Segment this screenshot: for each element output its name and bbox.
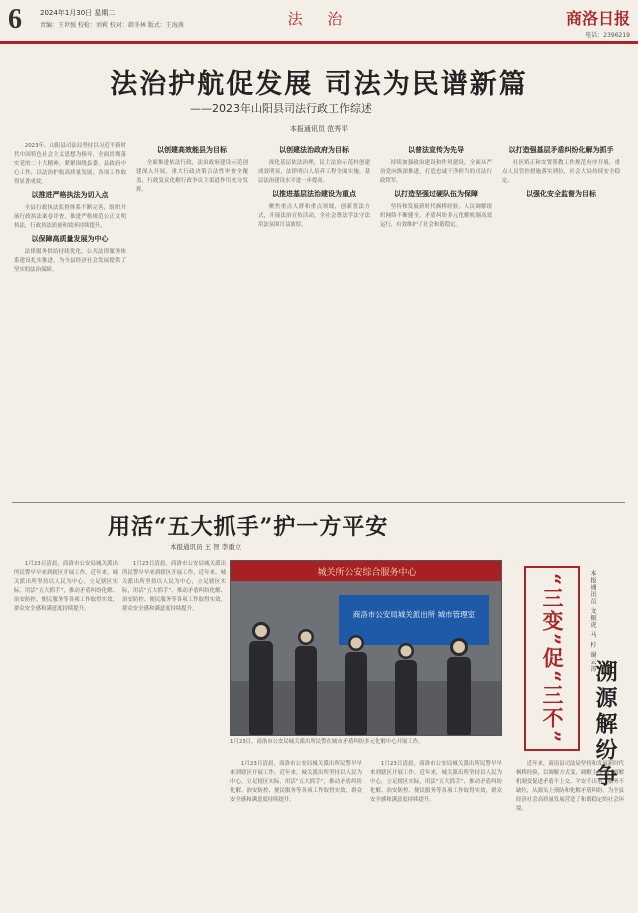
section-heading: 以普法宣传为先导 [408,146,464,154]
section-text: 全县行政执法监督体系不断完善，组织开展行政执法案卷评查，推进严格规范公正文明执法，行政执法质量和效率持续提升。 [14,205,126,229]
banner-text: 城关所公安综合服务中心 [317,568,417,578]
section-heading: 以强化安全监督为目标 [526,190,596,198]
article2-column-4 [370,760,502,905]
section-text: 深化基层依法治理，民主法治示范村创建成效明显，法律明白人培养工程全面实施，基层法治建设水平进一步提高。 [258,160,370,184]
article2-text: 1月23日清晨，商洛市公安局城关派出所民警早早来到辖区开展工作。近年来，城关派出所坚持以人民为中心，立足辖区实际，用活“五大抓手”，推动矛盾纠纷化解、治安防控、便民服务等各项工作取得实效，群众安全感和满意度持续提升。 [14,561,118,612]
article3-column [516,760,624,905]
section-heading: 以创建高效能县为目标 [157,146,227,154]
newspaper-logo: 商洛日报 [565,9,630,28]
masthead [0,0,638,44]
article1-column-2 [136,142,248,497]
article1-headline: 法治护航促发展 司法为民谱新篇 [110,69,528,100]
section-heading: 以推进基层法治建设为重点 [272,190,356,198]
article1-intro: 2023年，山阳县司法局坚持以习近平新时代中国特色社会主义思想为指导，全面贯彻落实党的二十大精神，紧紧围绕县委、县政府中心工作，以法治护航高质量发展，各项工作取得显著成效。 [14,143,126,185]
contact-line: 电话：2396219 [585,32,630,39]
article2-column-3 [230,760,362,905]
police-station-scene [231,561,502,736]
section-text: 法律服务供给持续优化，公共法律服务体系建设扎实推进，为全县经济社会发展提供了坚实的法治保障。 [14,249,126,273]
article1-column-4 [380,142,492,497]
article3-text: 近年来，商南县司法局坚持和发展新时代枫桥经验，以调解方式变、调解主体变、调解机制变促进矛盾不上交、平安不出事、服务不缺位，从源头上预防和化解矛盾纠纷，为全县经济社会高质量发展营造了和谐稳定的社会环境。 [516,761,624,812]
article1-column-1 [14,142,126,497]
section-text: 坚持和发展新时代枫桥经验，人民调解组织网络不断健全，矛盾纠纷多元化解机制高效运行，有效维护了社会和谐稳定。 [380,204,492,228]
article2-text: 1月23日清晨，商洛市公安局城关派出所民警早早来到辖区开展工作。近年来，城关派出所坚持以人民为中心，立足辖区实际，用活“五大抓手”，推动矛盾纠纷化解、治安防控、便民服务等各项工作取得实效，群众安全感和满意度持续提升。 [122,561,226,612]
section-heading: 以保障高质量发展为中心 [31,235,109,243]
section-text: 持续加强政治建设和作风建设，全面从严治党向纵深推进，打造忠诚干净担当的司法行政铁军。 [380,160,492,184]
article2-headline: 用活“五大抓手”护一方平安 [108,514,389,540]
section-text: 聚焦重点人群和重点领域，创新普法方式，开展法治宣传活动，全社会尊法学法守法用法氛围日益浓厚。 [258,204,370,228]
section-text: 全面推进依法行政，法治政府建设示范创建深入开展，重大行政决策合法性审查全覆盖，行政复议化解行政争议主渠道作用充分发挥。 [136,160,248,193]
article2-column-1 [14,560,118,905]
article1-subheadline: ——2023年山阳县司法行政工作综述 [190,102,372,115]
editor-line: 责编：王世强 校检：刘莉 校对：韩冬林 版式：王海燕 [40,22,184,29]
section-heading: 以打造强基层矛盾纠纷化解为抓手 [508,146,614,154]
article2-column-2 [122,560,226,905]
article3-title: “三变”促“三不” [524,566,580,751]
news-photo [230,560,502,736]
article2-text: 1月23日清晨，商洛市公安局城关派出所民警早早来到辖区开展工作。近年来，城关派出所坚持以人民为中心，立足辖区实际，用活“五大抓手”，推动矛盾纠纷化解、治安防控、便民服务等各项工作取得实效，群众安全感和满意度持续提升。 [370,761,502,803]
section-heading: 以推进严格执法为切入点 [31,191,109,199]
article2-text: 1月23日清晨，商洛市公安局城关派出所民警早早来到辖区开展工作。近年来，城关派出所坚持以人民为中心，立足辖区实际，用活“五大抓手”，推动矛盾纠纷化解、治安防控、便民服务等各项工作取得实效，群众安全感和满意度持续提升。 [230,761,362,803]
article1-byline: 本报通讯员 范秀平 [289,125,349,133]
article1-column-5 [502,142,620,497]
article3-byline: 本报通讯员 文振虎 马 柠 谢云涛 [589,570,596,673]
door-sign: 商洛市公安局城关派出所 城市管理室 [352,610,476,619]
section-title: 法 治 [287,10,353,28]
page-number: 6 [8,4,22,35]
divider-line [12,502,625,503]
section-text: 社区矫正和安置帮教工作规范有序开展，重点人员管控措施落实到位，社会大局持续安全稳定。 [502,160,620,184]
section-heading: 以创建法治政府为目标 [279,146,349,154]
issue-date: 2024年1月30日 星期二 [40,9,116,17]
article1-column-3 [258,142,370,497]
article2-byline: 本报通讯员 王 智 李重立 [170,543,242,551]
photo-caption: 1月23日，商洛市公安局城关派出所民警在城市矛盾纠纷多元化解中心开展工作。 [230,739,424,745]
article3-subtitle: 溯源解纷争 [592,660,618,790]
section-heading: 以打造坚强过硬队伍为保障 [394,190,478,198]
